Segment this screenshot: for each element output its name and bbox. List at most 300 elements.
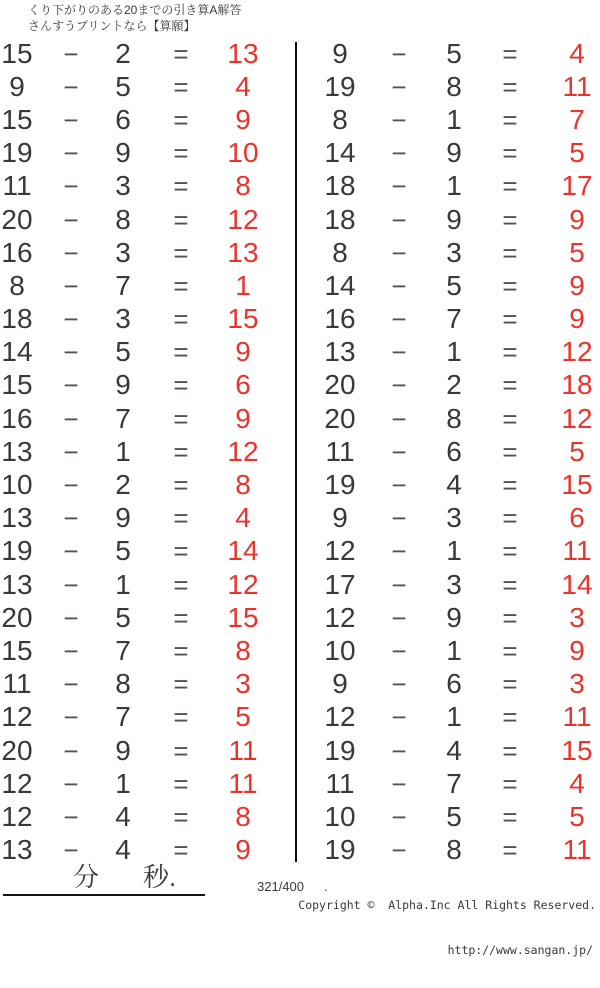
minus-sign: − — [391, 801, 407, 832]
answer: 13 — [227, 37, 259, 69]
subtrahend: 2 — [446, 369, 462, 401]
subtrahend: 9 — [115, 502, 131, 534]
problem-row — [0, 601, 262, 634]
answer: 14 — [561, 568, 593, 600]
minuend: 11 — [2, 668, 32, 700]
minuend: 19 — [324, 70, 356, 102]
time-entry-line — [3, 862, 205, 896]
minuend: 11 — [325, 767, 355, 799]
problem-row — [310, 236, 600, 269]
problem-row — [0, 137, 262, 170]
subtrahend: 5 — [446, 269, 462, 301]
equals-sign: = — [173, 71, 189, 102]
problem-row — [310, 269, 600, 302]
minus-sign: − — [63, 38, 79, 69]
minuend: 19 — [324, 834, 356, 866]
equals-sign: = — [173, 337, 189, 368]
minus-sign: − — [391, 635, 407, 666]
problem-row — [0, 103, 262, 136]
worksheet-subtitle: さんすうプリントなら【算願】 — [28, 18, 196, 33]
subtrahend: 3 — [446, 502, 462, 534]
minus-sign: − — [391, 735, 407, 766]
equals-sign: = — [173, 536, 189, 567]
minus-sign: − — [391, 403, 407, 434]
problem-row — [0, 734, 262, 767]
minus-sign: − — [391, 569, 407, 600]
equals-sign: = — [502, 38, 518, 69]
answer: 9 — [235, 402, 251, 434]
minus-sign: − — [391, 337, 407, 368]
problems-area — [0, 37, 600, 867]
answer: 9 — [569, 634, 585, 666]
minus-sign: − — [391, 237, 407, 268]
equals-sign: = — [502, 569, 518, 600]
minus-sign: − — [391, 602, 407, 633]
minus-sign: − — [63, 470, 79, 501]
answer: 11 — [562, 701, 592, 733]
subtrahend: 1 — [446, 336, 462, 368]
minuend: 19 — [324, 734, 356, 766]
problem-row — [310, 668, 600, 701]
minus-sign: − — [63, 370, 79, 401]
answer: 11 — [562, 535, 592, 567]
answer: 11 — [228, 734, 258, 766]
subtrahend: 1 — [115, 435, 131, 467]
answer: 6 — [569, 502, 585, 534]
problem-row — [310, 137, 600, 170]
minus-sign: − — [63, 635, 79, 666]
problem-row — [0, 269, 262, 302]
subtrahend: 2 — [115, 37, 131, 69]
answer: 1 — [235, 269, 251, 301]
minus-sign: − — [63, 702, 79, 733]
equals-sign: = — [502, 337, 518, 368]
subtrahend: 3 — [115, 170, 131, 202]
minuend: 9 — [9, 70, 25, 102]
minuend: 18 — [324, 203, 356, 235]
equals-sign: = — [173, 304, 189, 335]
equals-sign: = — [173, 835, 189, 866]
site-url: http://www.sangan.jp/ — [447, 943, 593, 957]
subtrahend: 1 — [446, 535, 462, 567]
minuend: 8 — [9, 269, 25, 301]
problem-row — [310, 834, 600, 867]
problem-row — [310, 303, 600, 336]
equals-sign: = — [173, 204, 189, 235]
equals-sign: = — [502, 835, 518, 866]
answer: 11 — [562, 834, 592, 866]
answer: 8 — [235, 469, 251, 501]
problem-row — [310, 435, 600, 468]
answer: 9 — [569, 269, 585, 301]
equals-sign: = — [502, 71, 518, 102]
problem-row — [310, 70, 600, 103]
equals-sign: = — [502, 536, 518, 567]
minus-sign: − — [63, 768, 79, 799]
subtrahend: 3 — [446, 568, 462, 600]
equals-sign: = — [502, 735, 518, 766]
minuend: 13 — [1, 834, 33, 866]
equals-sign: = — [502, 204, 518, 235]
equals-sign: = — [502, 470, 518, 501]
minus-sign: − — [391, 702, 407, 733]
problem-row — [0, 435, 262, 468]
minuend: 20 — [324, 369, 356, 401]
subtrahend: 8 — [115, 668, 131, 700]
minuend: 12 — [1, 767, 33, 799]
problem-row — [0, 170, 262, 203]
minuend: 16 — [1, 402, 33, 434]
minus-sign: − — [63, 503, 79, 534]
problem-row — [0, 369, 262, 402]
answer: 9 — [235, 336, 251, 368]
minuend: 14 — [1, 336, 33, 368]
answer: 18 — [561, 369, 593, 401]
minus-sign: − — [63, 171, 79, 202]
answer: 5 — [235, 701, 251, 733]
answer: 10 — [227, 137, 259, 169]
equals-sign: = — [173, 801, 189, 832]
subtrahend: 6 — [446, 668, 462, 700]
subtrahend: 5 — [115, 70, 131, 102]
equals-sign: = — [173, 735, 189, 766]
minuend: 18 — [324, 170, 356, 202]
equals-sign: = — [173, 602, 189, 633]
minuend: 20 — [1, 734, 33, 766]
minuend: 19 — [324, 469, 356, 501]
subtrahend: 8 — [446, 834, 462, 866]
equals-sign: = — [173, 138, 189, 169]
problem-row — [310, 634, 600, 667]
minuend: 12 — [1, 800, 33, 832]
subtrahend: 8 — [115, 203, 131, 235]
minuend: 10 — [1, 469, 33, 501]
equals-sign: = — [173, 38, 189, 69]
subtrahend: 1 — [446, 701, 462, 733]
equals-sign: = — [502, 104, 518, 135]
equals-sign: = — [173, 270, 189, 301]
answer: 3 — [569, 668, 585, 700]
minus-sign: − — [63, 304, 79, 335]
minus-sign: − — [391, 38, 407, 69]
answer: 9 — [569, 303, 585, 335]
minus-sign: − — [391, 104, 407, 135]
minuend: 8 — [332, 103, 348, 135]
problem-row — [0, 535, 262, 568]
subtrahend: 7 — [115, 269, 131, 301]
subtrahend: 4 — [115, 800, 131, 832]
problem-row — [0, 468, 262, 501]
equals-sign: = — [502, 669, 518, 700]
minus-sign: − — [63, 237, 79, 268]
minus-sign: − — [391, 436, 407, 467]
minus-sign: − — [391, 71, 407, 102]
minus-sign: − — [391, 204, 407, 235]
problems-column-right — [310, 37, 600, 867]
problem-row — [0, 568, 262, 601]
answer: 13 — [227, 236, 259, 268]
copyright-block — [298, 868, 596, 988]
minus-sign: − — [63, 669, 79, 700]
minuend: 12 — [1, 701, 33, 733]
answer: 11 — [562, 70, 592, 102]
problem-row — [0, 634, 262, 667]
equals-sign: = — [502, 436, 518, 467]
minuend: 11 — [2, 170, 32, 202]
problem-row — [0, 37, 262, 70]
problem-row — [0, 800, 262, 833]
minuend: 8 — [332, 236, 348, 268]
subtrahend: 5 — [115, 535, 131, 567]
minuend: 10 — [324, 634, 356, 666]
minus-sign: − — [391, 669, 407, 700]
minus-sign: − — [391, 270, 407, 301]
subtrahend: 1 — [115, 568, 131, 600]
minus-sign: − — [63, 403, 79, 434]
subtrahend: 9 — [115, 369, 131, 401]
subtrahend: 7 — [446, 767, 462, 799]
subtrahend: 2 — [115, 469, 131, 501]
minus-sign: − — [63, 536, 79, 567]
equals-sign: = — [173, 104, 189, 135]
minus-sign: − — [63, 436, 79, 467]
subtrahend: 7 — [115, 634, 131, 666]
minuend: 20 — [1, 601, 33, 633]
problem-row — [310, 37, 600, 70]
problem-row — [310, 502, 600, 535]
problems-column-left — [0, 37, 262, 867]
problem-row — [0, 303, 262, 336]
answer: 12 — [227, 435, 259, 467]
equals-sign: = — [173, 403, 189, 434]
answer: 5 — [569, 236, 585, 268]
equals-sign: = — [502, 171, 518, 202]
answer: 15 — [227, 601, 259, 633]
minuend: 18 — [1, 303, 33, 335]
minuend: 14 — [324, 269, 356, 301]
answer: 3 — [569, 601, 585, 633]
problem-row — [0, 236, 262, 269]
subtrahend: 8 — [446, 70, 462, 102]
minuend: 11 — [325, 435, 355, 467]
minus-sign: − — [63, 801, 79, 832]
subtrahend: 7 — [446, 303, 462, 335]
minuend: 16 — [324, 303, 356, 335]
equals-sign: = — [502, 370, 518, 401]
equals-sign: = — [173, 503, 189, 534]
problem-row — [0, 701, 262, 734]
answer: 9 — [235, 834, 251, 866]
answer: 8 — [235, 170, 251, 202]
subtrahend: 5 — [446, 800, 462, 832]
equals-sign: = — [502, 702, 518, 733]
answer: 4 — [235, 70, 251, 102]
answer: 15 — [227, 303, 259, 335]
equals-sign: = — [502, 237, 518, 268]
answer: 4 — [569, 767, 585, 799]
subtrahend: 4 — [446, 734, 462, 766]
equals-sign: = — [173, 669, 189, 700]
answer: 8 — [235, 634, 251, 666]
answer: 5 — [569, 137, 585, 169]
equals-sign: = — [173, 635, 189, 666]
minuend: 20 — [324, 402, 356, 434]
minus-sign: − — [63, 569, 79, 600]
minuend: 13 — [1, 568, 33, 600]
equals-sign: = — [502, 635, 518, 666]
problem-row — [310, 601, 600, 634]
minus-sign: − — [63, 337, 79, 368]
minus-sign: − — [391, 835, 407, 866]
problem-row — [0, 668, 262, 701]
subtrahend: 9 — [446, 137, 462, 169]
equals-sign: = — [173, 702, 189, 733]
minus-sign: − — [391, 370, 407, 401]
subtrahend: 3 — [446, 236, 462, 268]
problem-row — [0, 336, 262, 369]
problem-row — [0, 767, 262, 800]
minus-sign: − — [391, 171, 407, 202]
minuend: 12 — [324, 601, 356, 633]
minuend: 9 — [332, 37, 348, 69]
minuend: 17 — [324, 568, 356, 600]
subtrahend: 1 — [446, 170, 462, 202]
minus-sign: − — [63, 835, 79, 866]
subtrahend: 1 — [446, 634, 462, 666]
answer: 12 — [561, 336, 593, 368]
problem-row — [310, 468, 600, 501]
problem-row — [310, 402, 600, 435]
equals-sign: = — [173, 569, 189, 600]
equals-sign: = — [502, 270, 518, 301]
minuend: 13 — [1, 502, 33, 534]
problem-row — [310, 336, 600, 369]
column-divider — [295, 42, 297, 862]
minutes-label: 分 — [73, 862, 100, 892]
minus-sign: − — [391, 138, 407, 169]
minuend: 10 — [324, 800, 356, 832]
subtrahend: 3 — [115, 236, 131, 268]
answer: 3 — [235, 668, 251, 700]
problem-row — [0, 203, 262, 236]
minuend: 16 — [1, 236, 33, 268]
problem-row — [0, 402, 262, 435]
minus-sign: − — [63, 270, 79, 301]
answer: 9 — [569, 203, 585, 235]
problem-row — [310, 701, 600, 734]
minuend: 15 — [1, 37, 33, 69]
minus-sign: − — [391, 503, 407, 534]
subtrahend: 7 — [115, 701, 131, 733]
minuend: 15 — [1, 634, 33, 666]
subtrahend: 5 — [115, 601, 131, 633]
minuend: 15 — [1, 103, 33, 135]
problem-row — [0, 502, 262, 535]
answer: 17 — [561, 170, 593, 202]
minuend: 14 — [324, 137, 356, 169]
minus-sign: − — [63, 602, 79, 633]
copyright-text: Copyright © Alpha.Inc All Rights Reserved. — [298, 898, 596, 912]
equals-sign: = — [502, 503, 518, 534]
minus-sign: − — [63, 71, 79, 102]
equals-sign: = — [173, 470, 189, 501]
subtrahend: 5 — [115, 336, 131, 368]
minus-sign: − — [391, 470, 407, 501]
answer: 5 — [569, 435, 585, 467]
minuend: 12 — [324, 701, 356, 733]
subtrahend: 6 — [115, 103, 131, 135]
answer: 6 — [235, 369, 251, 401]
seconds-label: 秒. — [143, 862, 177, 892]
equals-sign: = — [173, 370, 189, 401]
problem-row — [0, 70, 262, 103]
minuend: 15 — [1, 369, 33, 401]
answer: 8 — [235, 800, 251, 832]
worksheet-header — [28, 3, 241, 34]
minus-sign: − — [391, 536, 407, 567]
problem-row — [310, 170, 600, 203]
worksheet-title: くり下がりのある20までの引き算A解答 — [28, 3, 242, 17]
minus-sign: − — [63, 735, 79, 766]
equals-sign: = — [173, 171, 189, 202]
answer: 15 — [561, 469, 593, 501]
problem-row — [310, 767, 600, 800]
answer: 15 — [561, 734, 593, 766]
subtrahend: 6 — [446, 435, 462, 467]
equals-sign: = — [173, 436, 189, 467]
equals-sign: = — [502, 138, 518, 169]
minus-sign: − — [63, 204, 79, 235]
answer: 12 — [227, 568, 259, 600]
equals-sign: = — [502, 403, 518, 434]
minuend: 9 — [332, 668, 348, 700]
subtrahend: 7 — [115, 402, 131, 434]
equals-sign: = — [173, 768, 189, 799]
problem-row — [310, 734, 600, 767]
answer: 9 — [235, 103, 251, 135]
page-number: 321/400 — [257, 879, 304, 894]
equals-sign: = — [173, 237, 189, 268]
minus-sign: − — [391, 304, 407, 335]
minus-sign: − — [63, 104, 79, 135]
minus-sign: − — [391, 768, 407, 799]
minuend: 19 — [1, 535, 33, 567]
problem-row — [310, 103, 600, 136]
subtrahend: 1 — [115, 767, 131, 799]
minuend: 13 — [1, 435, 33, 467]
answer: 4 — [235, 502, 251, 534]
equals-sign: = — [502, 304, 518, 335]
subtrahend: 5 — [446, 37, 462, 69]
minuend: 12 — [324, 535, 356, 567]
answer: 7 — [569, 103, 585, 135]
minus-sign: − — [63, 138, 79, 169]
equals-sign: = — [502, 768, 518, 799]
subtrahend: 1 — [446, 103, 462, 135]
answer: 12 — [227, 203, 259, 235]
footer-dot: . — [324, 879, 328, 894]
subtrahend: 9 — [446, 203, 462, 235]
answer: 11 — [228, 767, 258, 799]
problem-row — [310, 203, 600, 236]
answer: 12 — [561, 402, 593, 434]
problem-row — [310, 535, 600, 568]
equals-sign: = — [502, 602, 518, 633]
equals-sign: = — [502, 801, 518, 832]
answer: 5 — [569, 800, 585, 832]
problem-row — [310, 369, 600, 402]
subtrahend: 8 — [446, 402, 462, 434]
